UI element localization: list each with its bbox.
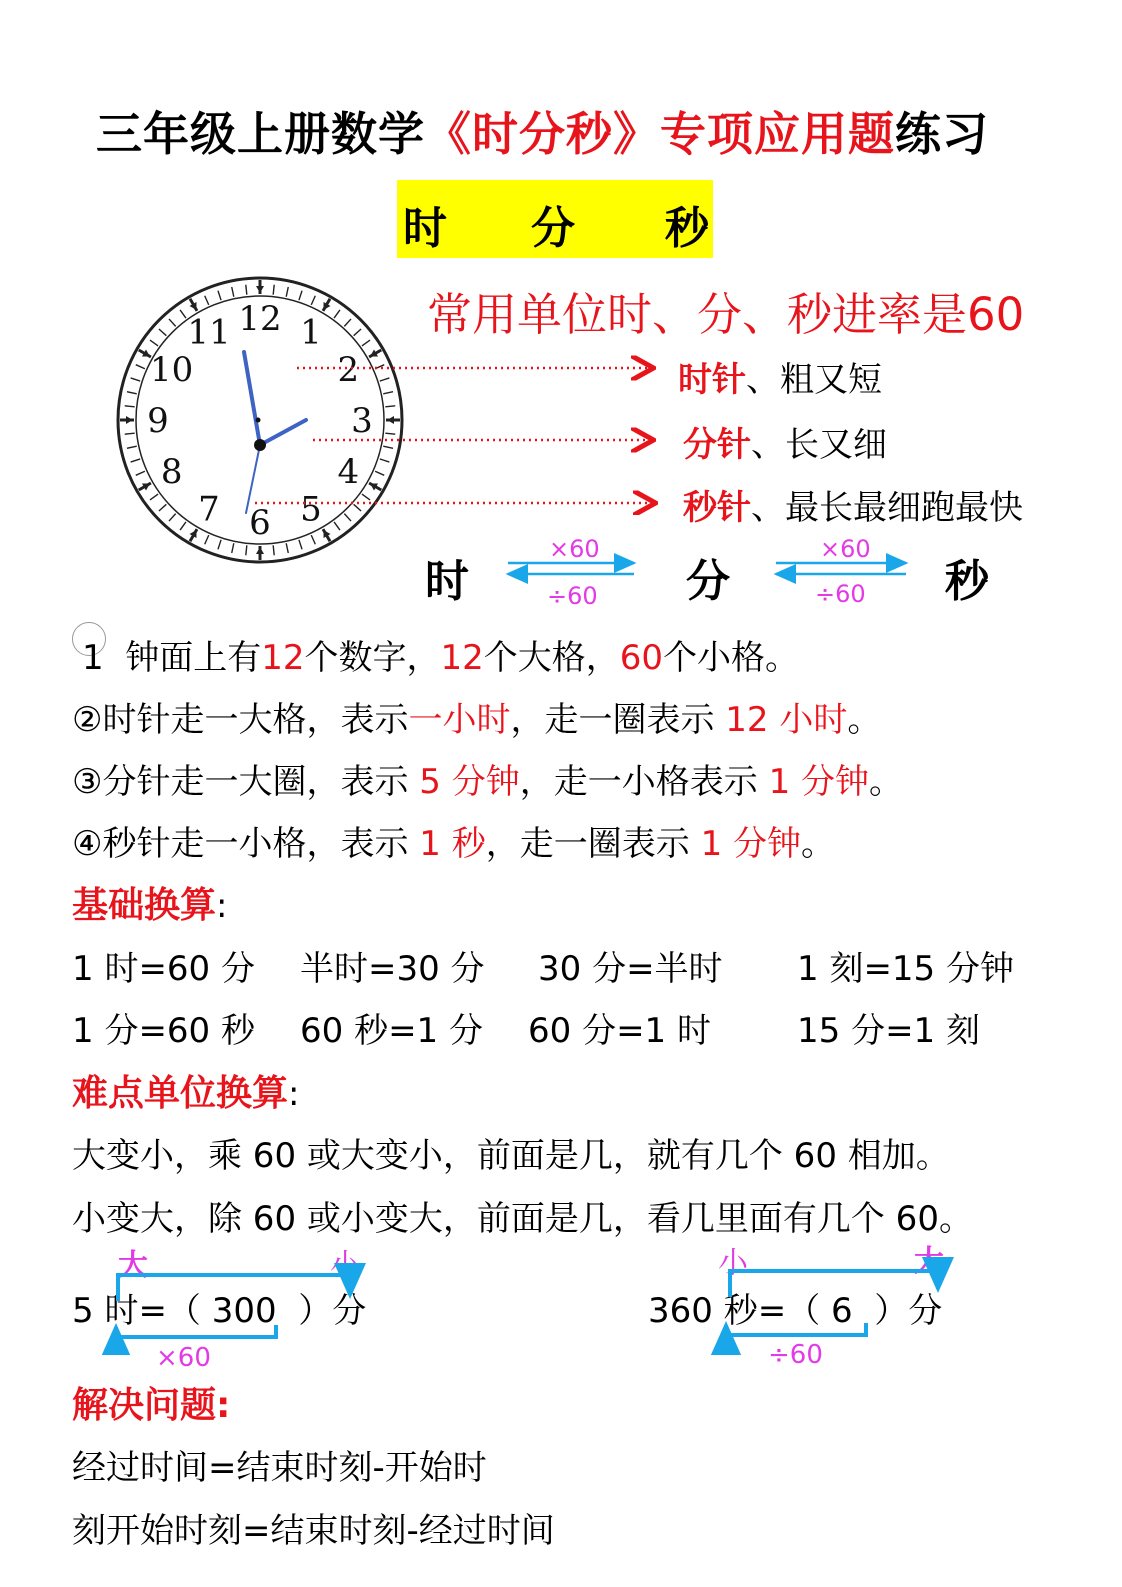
- clock-tick: [232, 287, 234, 297]
- div-label-2: ÷60: [815, 580, 866, 608]
- clock-tick: [311, 296, 315, 305]
- unit-shi: 时: [425, 556, 469, 607]
- clock-tick: [125, 406, 135, 407]
- clock-hour-marker: [256, 286, 264, 293]
- example-1-answer: 300: [211, 1291, 277, 1331]
- clock-hour-marker: [256, 547, 264, 554]
- basic-r2c3: 60 分=1 时: [528, 1011, 711, 1051]
- clock-number: 10: [150, 350, 194, 390]
- clock-tick: [136, 365, 145, 369]
- highlight-fen: 分: [531, 203, 575, 254]
- fact-3: ③分针走一大圈，表示 5 分钟，走一小格表示 1 分钟。: [72, 762, 904, 802]
- clock-tick: [311, 535, 315, 544]
- clock-tick: [169, 319, 176, 326]
- example-1-equation: 5 时=（ 300 ）分: [72, 1291, 367, 1331]
- hard-line-2: 小变大，除 60 或小变大，前面是几，看几里面有几个 60。: [72, 1199, 973, 1239]
- div-label-1: ÷60: [547, 582, 598, 610]
- clock-tick: [205, 296, 209, 305]
- clock-tick: [246, 545, 247, 555]
- clock-tick: [299, 291, 302, 301]
- clock-tick: [218, 291, 221, 301]
- clock-number: 4: [337, 452, 360, 492]
- hour-hand-label: 时针、粗又短: [678, 360, 882, 400]
- second-hand-label: 秒针、最长最细跑最快: [683, 488, 1023, 528]
- clock-tick: [299, 540, 302, 550]
- example-1-small: 小: [330, 1248, 360, 1283]
- solve-line-2: 刻开始时刻=结束时刻-经过时间: [72, 1511, 555, 1551]
- clock-number: 7: [198, 489, 220, 530]
- basic-r1c2: 半时=30 分: [300, 949, 485, 989]
- unit-miao: 秒: [945, 556, 989, 607]
- clock-number: 6: [249, 503, 271, 543]
- basic-r2c4: 15 分=1 刻: [797, 1011, 980, 1051]
- clock-tick: [127, 392, 137, 394]
- example-brackets: [60, 1255, 1060, 1355]
- clock-hour-marker: [126, 416, 133, 424]
- clock-tick: [273, 545, 274, 555]
- clock-tick: [344, 319, 351, 326]
- clock-tick: [246, 285, 247, 295]
- example-2-answer: 6: [831, 1291, 853, 1331]
- basic-r1c3: 30 分=半时: [538, 949, 723, 989]
- unit-fen: 分: [686, 556, 730, 607]
- example-2-op: ÷60: [768, 1340, 823, 1370]
- example-1-op: ×60: [156, 1343, 211, 1373]
- basic-r1c4: 1 刻=15 分钟: [797, 949, 1014, 989]
- clock-tick: [354, 329, 361, 336]
- clock-tick: [286, 287, 288, 297]
- title-part3: 练习: [895, 107, 989, 161]
- clock-number: 1: [300, 312, 322, 353]
- clock-number: 12: [238, 299, 282, 339]
- clock-tick: [131, 378, 141, 381]
- clock-tick: [127, 446, 137, 448]
- fact-2: ②时针走一大格，表示一小时，走一圈表示 12 小时。: [72, 700, 882, 740]
- highlight-shi: 时: [403, 203, 447, 254]
- basic-r2c2: 60 秒=1 分: [300, 1011, 483, 1051]
- clock-number: 5: [300, 489, 322, 530]
- page-title: [96, 98, 989, 164]
- clock-tick: [362, 340, 370, 346]
- clock-number: 8: [160, 452, 183, 492]
- clock-number: 9: [147, 401, 169, 441]
- clock-tick: [334, 310, 340, 318]
- minute-hand-label: 分针、长又细: [683, 425, 887, 465]
- clock-tick: [169, 514, 176, 521]
- hard-heading: 难点单位换算:: [72, 1073, 300, 1114]
- clock-tick: [232, 543, 234, 553]
- clock-number: 3: [351, 401, 373, 441]
- clock-tick: [218, 540, 221, 550]
- clock-tick: [180, 522, 186, 530]
- clock-tick: [273, 285, 274, 295]
- hand-pointers: [255, 355, 675, 515]
- basic-heading: 基础换算:: [72, 885, 228, 926]
- fact-1: 1 钟面上有12个数字，12个大格，60个小格。: [82, 638, 800, 678]
- solve-heading: 解决问题:: [72, 1385, 231, 1426]
- clock-tick: [136, 471, 145, 475]
- basic-r2c1: 1 分=60 秒: [72, 1011, 255, 1051]
- clock-tick: [150, 340, 158, 346]
- conversion-arrows: [500, 550, 920, 590]
- example-2-small: 小: [718, 1246, 748, 1281]
- hard-line-1: 大变小，乘 60 或大变小，前面是几，就有几个 60 相加。: [72, 1136, 950, 1176]
- example-1-big: 大: [118, 1248, 148, 1283]
- clock-tick: [334, 522, 340, 530]
- mul-label-2: ×60: [820, 535, 871, 563]
- rate-text: 常用单位时、分、秒进率是60: [427, 288, 1025, 341]
- clock-tick: [159, 329, 166, 336]
- fact-4: ④秒针走一小格，表示 1 秒，走一圈表示 1 分钟。: [72, 824, 836, 864]
- basic-r1c1: 1 时=60 分: [72, 949, 255, 989]
- clock-tick: [125, 433, 135, 434]
- units-highlight: [397, 180, 713, 258]
- clock-tick: [205, 535, 209, 544]
- clock-tick: [286, 543, 288, 553]
- clock-number: 2: [337, 350, 360, 390]
- example-2-equation: 360 秒=（ 6 ）分: [648, 1291, 943, 1331]
- clock-tick: [150, 494, 158, 500]
- clock-tick: [159, 504, 166, 511]
- example-2-big: 大: [914, 1244, 944, 1279]
- clock-tick: [131, 459, 141, 462]
- title-part1: 三年级上册数学: [96, 107, 425, 161]
- clock-tick: [180, 310, 186, 318]
- clock-number: 11: [187, 312, 231, 353]
- title-part2: 《时分秒》专项应用题: [425, 107, 895, 161]
- solve-line-1: 经过时间=结束时刻-开始时: [72, 1448, 487, 1488]
- highlight-miao: 秒: [665, 203, 709, 254]
- mul-label-1: ×60: [549, 535, 600, 563]
